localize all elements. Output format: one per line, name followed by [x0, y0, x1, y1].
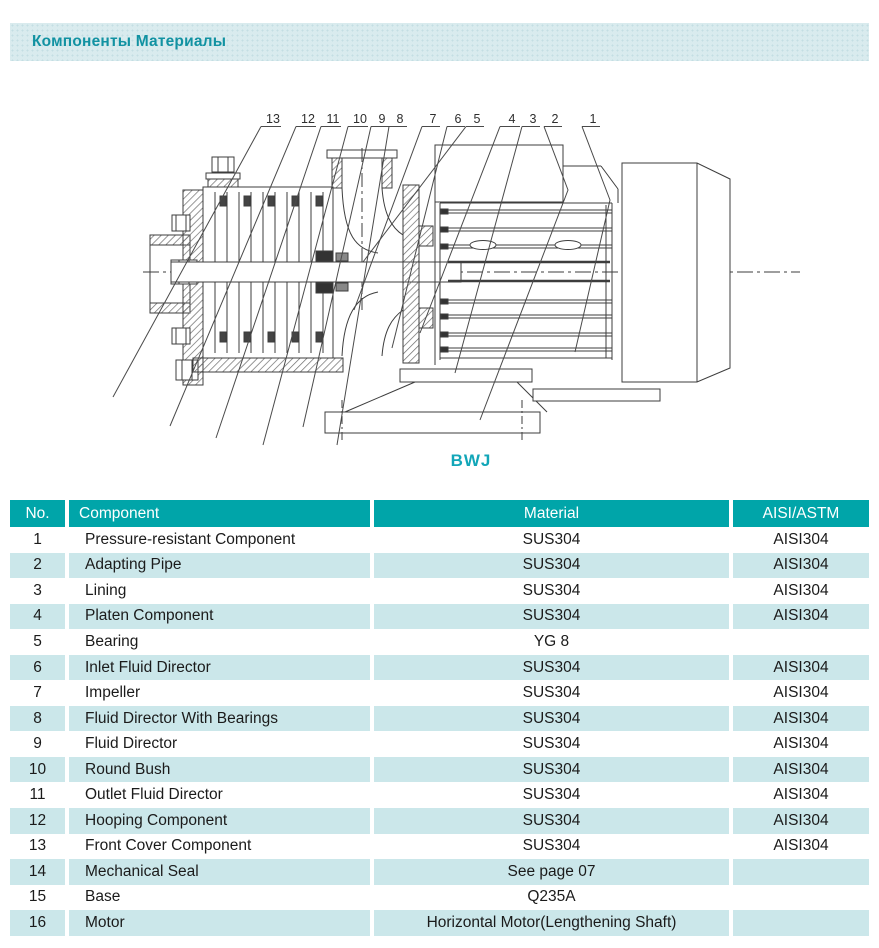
terminal-box — [435, 145, 563, 202]
cell-component: Impeller — [85, 684, 141, 702]
cell-component: Platen Component — [69, 604, 370, 630]
cell-aisi — [733, 885, 869, 911]
cell-material: SUS304 — [522, 786, 581, 804]
motor-body — [435, 145, 618, 365]
cell-no: 10 — [10, 757, 65, 783]
cell-material: SUS304 — [374, 553, 729, 579]
cell-aisi — [733, 910, 869, 936]
cell-material: YG 8 — [533, 632, 570, 650]
cell-component: Fluid Director — [85, 735, 178, 753]
table-row — [10, 885, 869, 911]
cell-aisi — [733, 629, 869, 655]
svg-text:11: 11 — [326, 112, 340, 126]
cell-aisi: AISI304 — [733, 757, 869, 783]
cell-aisi: AISI304 — [733, 655, 869, 681]
cell-no: 9 — [33, 735, 42, 753]
cell-material: Horizontal Motor(Lengthening Shaft) — [374, 910, 729, 936]
pump-cross-section-diagram — [0, 0, 879, 448]
section-title: Компоненты Материалы — [32, 33, 227, 50]
front-cover — [171, 190, 203, 385]
cell-material: SUS304 — [374, 757, 729, 783]
cell-no: 6 — [10, 655, 65, 681]
cell-aisi: AISI304 — [733, 604, 869, 630]
cell-aisi: AISI304 — [773, 581, 829, 599]
svg-text:5: 5 — [473, 112, 481, 126]
cell-component: Round Bush — [69, 757, 370, 783]
header-material: Material — [374, 500, 729, 527]
table-row — [10, 527, 869, 553]
cell-material: SUS304 — [522, 684, 581, 702]
cell-no: 16 — [10, 910, 65, 936]
cell-material: Q235A — [527, 888, 576, 906]
cell-no: 3 — [33, 581, 42, 599]
cell-aisi: AISI304 — [733, 706, 869, 732]
fan-cover — [622, 163, 730, 382]
pump-support-and-base — [325, 369, 660, 443]
casing-top-bolt — [206, 157, 240, 187]
cell-aisi: AISI304 — [773, 684, 829, 702]
cell-aisi: AISI304 — [773, 735, 829, 753]
table-row — [10, 629, 869, 655]
table-row — [10, 808, 869, 834]
table-row — [10, 757, 869, 783]
cell-no: 15 — [28, 888, 47, 906]
motor-foot — [533, 389, 660, 401]
materials-table — [10, 500, 869, 936]
cell-material: SUS304 — [522, 735, 581, 753]
svg-text:3: 3 — [529, 112, 537, 126]
table-row — [10, 859, 869, 885]
cell-aisi — [733, 859, 869, 885]
cell-aisi: AISI304 — [733, 553, 869, 579]
cell-component: Motor — [69, 910, 370, 936]
svg-text:6: 6 — [454, 112, 462, 126]
cell-no: 1 — [33, 530, 42, 548]
lifting-slot — [555, 241, 581, 250]
cell-material: SUS304 — [522, 837, 581, 855]
table-row — [10, 731, 869, 757]
cell-material: See page 07 — [374, 859, 729, 885]
svg-text:10: 10 — [353, 112, 367, 126]
cell-no: 7 — [33, 684, 42, 702]
svg-text:1: 1 — [589, 112, 597, 126]
cell-material: SUS304 — [374, 706, 729, 732]
cell-component: Adapting Pipe — [69, 553, 370, 579]
cell-component: Pressure-resistant Component — [85, 530, 296, 548]
cell-component: Fluid Director With Bearings — [69, 706, 370, 732]
svg-text:4: 4 — [508, 112, 516, 126]
cell-material: SUS304 — [522, 530, 581, 548]
cell-no: 2 — [10, 553, 65, 579]
svg-text:13: 13 — [266, 112, 280, 126]
cell-material: SUS304 — [374, 655, 729, 681]
svg-text:12: 12 — [301, 112, 315, 126]
table-row — [10, 578, 869, 604]
table-row — [10, 680, 869, 706]
table-row — [10, 553, 869, 579]
cell-aisi: AISI304 — [773, 837, 829, 855]
base-plate — [325, 412, 540, 433]
cell-component: Bearing — [85, 632, 139, 650]
cell-no: 14 — [10, 859, 65, 885]
svg-text:9: 9 — [378, 112, 386, 126]
cell-aisi: AISI304 — [773, 786, 829, 804]
diagram-caption: BWJ — [450, 451, 492, 470]
table-row — [10, 834, 869, 860]
cell-component: Mechanical Seal — [69, 859, 370, 885]
cell-no: 4 — [10, 604, 65, 630]
callout-1 — [575, 112, 610, 352]
cell-component: Front Cover Component — [85, 837, 252, 855]
cell-component: Lining — [85, 581, 127, 599]
cell-aisi: AISI304 — [773, 530, 829, 548]
table-row — [10, 782, 869, 808]
cell-material: SUS304 — [374, 808, 729, 834]
header-no: No. — [10, 500, 65, 527]
table-row — [10, 706, 869, 732]
cell-no: 12 — [10, 808, 65, 834]
cell-component: Inlet Fluid Director — [69, 655, 370, 681]
cell-component: Outlet Fluid Director — [85, 786, 223, 804]
cell-material: SUS304 — [522, 581, 581, 599]
header-aisi: AISI/ASTM — [733, 500, 869, 527]
cell-no: 11 — [29, 786, 46, 804]
table-header-row — [10, 500, 869, 527]
table-row — [10, 604, 869, 630]
svg-text:2: 2 — [551, 112, 559, 126]
cell-no: 13 — [28, 837, 47, 855]
cell-no: 8 — [10, 706, 65, 732]
svg-text:7: 7 — [429, 112, 437, 126]
table-row — [10, 655, 869, 681]
cell-material: SUS304 — [374, 604, 729, 630]
cell-component: Base — [85, 888, 121, 906]
header-component: Component — [69, 500, 370, 527]
table-row — [10, 910, 869, 936]
cell-no: 5 — [33, 632, 42, 650]
lifting-slot — [470, 241, 496, 250]
cell-component: Hooping Component — [69, 808, 370, 834]
svg-text:8: 8 — [396, 112, 404, 126]
cell-aisi: AISI304 — [733, 808, 869, 834]
